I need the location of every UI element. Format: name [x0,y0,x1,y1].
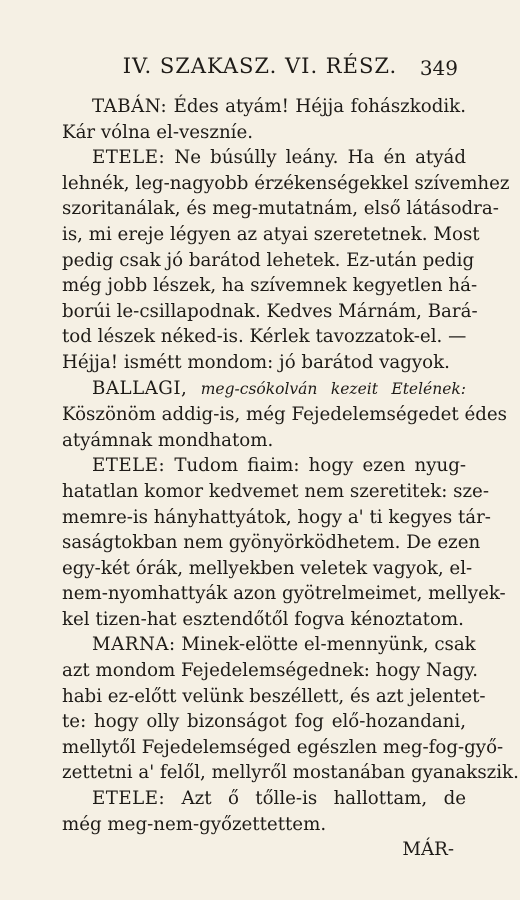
text-line: atyámnak mondhatom. [62,429,274,451]
text-line [62,145,466,171]
speaker-name: ETELE: [92,788,166,810]
speaker-name: TABÁN: [92,96,168,117]
line-text: Édes atyám! Héjja fohászkodik. [167,96,466,117]
page-header [0,50,520,86]
text-line [62,632,476,658]
running-head: IV. SZAKASZ. VI. RÉSZ. [122,54,398,78]
text-line: még meg-nem-győzettettem. [62,813,327,835]
text-line: azt mondom Fejedelemségednek: hogy Nagy. [62,660,479,682]
text-line: saságtokban nem gyönyörködhetem. De ezen [62,532,481,554]
catchword: MÁR- [402,839,454,861]
text-line: szoritanálak, és meg-mutatnám, első látásodra- [62,198,499,220]
text-line [62,376,466,403]
text-line: borúi le-csillapodnak. Kedves Márnám, Bará- [62,300,478,322]
speaker-name: ETELE: [92,455,166,477]
stage-direction: meg-csókolván kezeit Etelének: [187,379,466,398]
text-line: Héjja! ismétt mondom: jó barátod vagyok. [62,351,450,373]
text-line: lehnék, leg-nagyobb érzékenségekkel szívemhez [62,172,510,194]
line-text: Minek-elötte el-mennyünk, csak [175,634,476,656]
text-line: kel tizen-hat esztendőtől fogva kénoztatom. [62,608,464,630]
text-line [62,786,466,812]
text-line: zettetni a' felől, mellyről mostanában gyanakszik. [62,762,519,784]
speaker-name: BALLAGI, [92,377,188,399]
page-number: 349 [419,56,458,80]
body-text [62,94,519,863]
speaker-name: ETELE: [92,147,166,169]
text-line: pedig csak jó barátod lehetek. Ez-után pedig [62,249,475,271]
text-line: tod lészek néked-is. Kérlek tavozzatok-el. — [62,326,467,348]
text-line: hatatlan komor kedvemet nem szeretitek: sze- [62,480,489,502]
text-line: te: hogy olly bizonságot fog elő-hozandani, [62,711,466,733]
text-line [62,453,466,479]
line-text: Azt ő tőlle-is hallottam, de [165,788,466,810]
text-line: Kár vólna el-veszníe. [62,121,254,143]
line-text: Tudom fiaim: hogy ezen nyug- [165,455,466,477]
text-line: nem-nyomhattyák azon gyötrelmeimet, mellyek- [62,583,506,605]
text-line: Köszönöm addig-is, még Fejedelemségedet édes [62,404,508,426]
text-line [62,94,466,120]
text-line: is, mi ereje légyen az atyai szeretetnek. Most [62,223,480,245]
text-line: még jobb lészek, ha szívemnek kegyetlen há- [62,275,478,297]
text-line: mellytől Fejedelemséged egészlen meg-fog-győ- [62,736,504,758]
text-line: egy-két órák, mellyekben veletek vagyok, el- [62,557,473,579]
text-line: memre-is hányhattyátok, hogy a' ti kegyes tár- [62,506,491,528]
speaker-name: MARNA: [92,634,176,656]
line-text: Ne búsúlly leány. Ha én atyád [165,147,466,169]
text-line: habi ez-előtt velünk beszéllett, és azt jelentet- [62,685,486,707]
